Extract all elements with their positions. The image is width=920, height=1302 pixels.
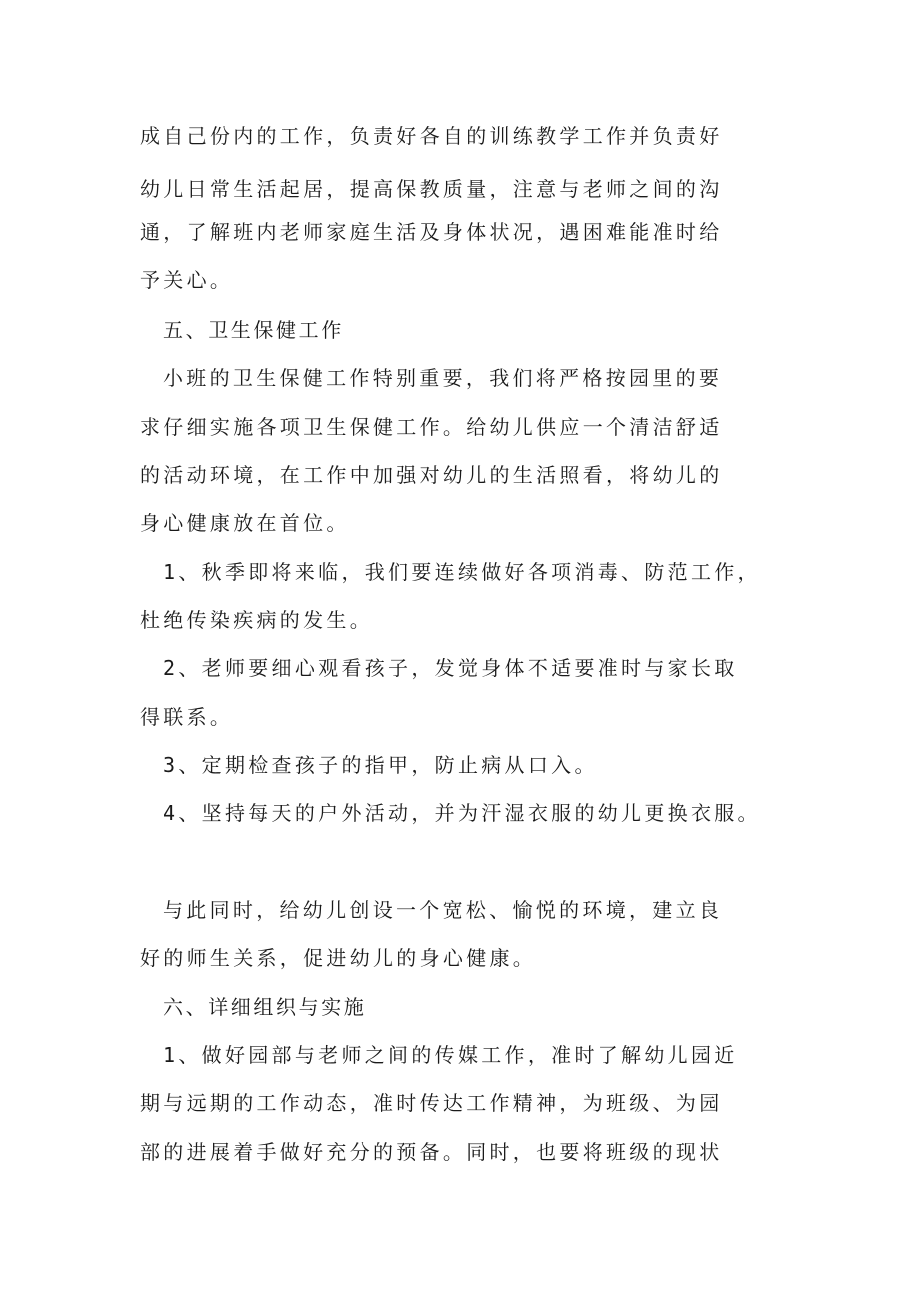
paragraph-line: 小班的卫生保健工作特别重要，我们将严格按园里的要 xyxy=(163,366,723,390)
paragraph-line: 求仔细实施各项卫生保健工作。给幼儿供应一个清洁舒适 xyxy=(140,415,723,439)
list-item-line: 3、定期检查孩子的指甲，防止病从口入。 xyxy=(163,753,598,777)
list-item-line: 4、坚持每天的户外活动，并为汗湿衣服的幼儿更换衣服。 xyxy=(163,801,761,825)
list-item-line: 期与远期的工作动态，准时传达工作精神，为班级、为园 xyxy=(140,1091,723,1115)
list-item-line: 1、秋季即将来临，我们要连续做好各项消毒、防范工作， xyxy=(163,560,761,584)
paragraph-line: 与此同时，给幼儿创设一个宽松、愉悦的环境，建立良 xyxy=(163,898,723,922)
paragraph-line: 通，了解班内老师家庭生活及身体状况，遇困难能准时给 xyxy=(140,220,723,244)
paragraph-line: 的活动环境，在工作中加强对幼儿的生活照看，将幼儿的 xyxy=(140,463,723,487)
list-item-line: 得联系。 xyxy=(140,705,234,729)
paragraph-line: 好的师生关系，促进幼儿的身心健康。 xyxy=(140,946,537,970)
list-item-line: 1、做好园部与老师之间的传媒工作，准时了解幼儿园近 xyxy=(163,1043,738,1067)
list-item-line: 2、老师要细心观看孩子，发觉身体不适要准时与家长取 xyxy=(163,656,738,680)
list-item-line: 杜绝传染疾病的发生。 xyxy=(140,608,373,632)
section-heading-implementation: 六、详细组织与实施 xyxy=(163,995,367,1019)
paragraph-line: 成自己份内的工作，负责好各自的训练教学工作并负责好 xyxy=(140,124,723,148)
paragraph-line: 身心健康放在首位。 xyxy=(140,511,350,535)
paragraph-line: 予关心。 xyxy=(140,268,234,292)
list-item-line: 部的进展着手做好充分的预备。同时，也要将班级的现状 xyxy=(140,1140,723,1164)
section-heading-hygiene: 五、卫生保健工作 xyxy=(163,318,344,342)
paragraph-line: 幼儿日常生活起居，提高保教质量，注意与老师之间的沟 xyxy=(140,177,723,201)
